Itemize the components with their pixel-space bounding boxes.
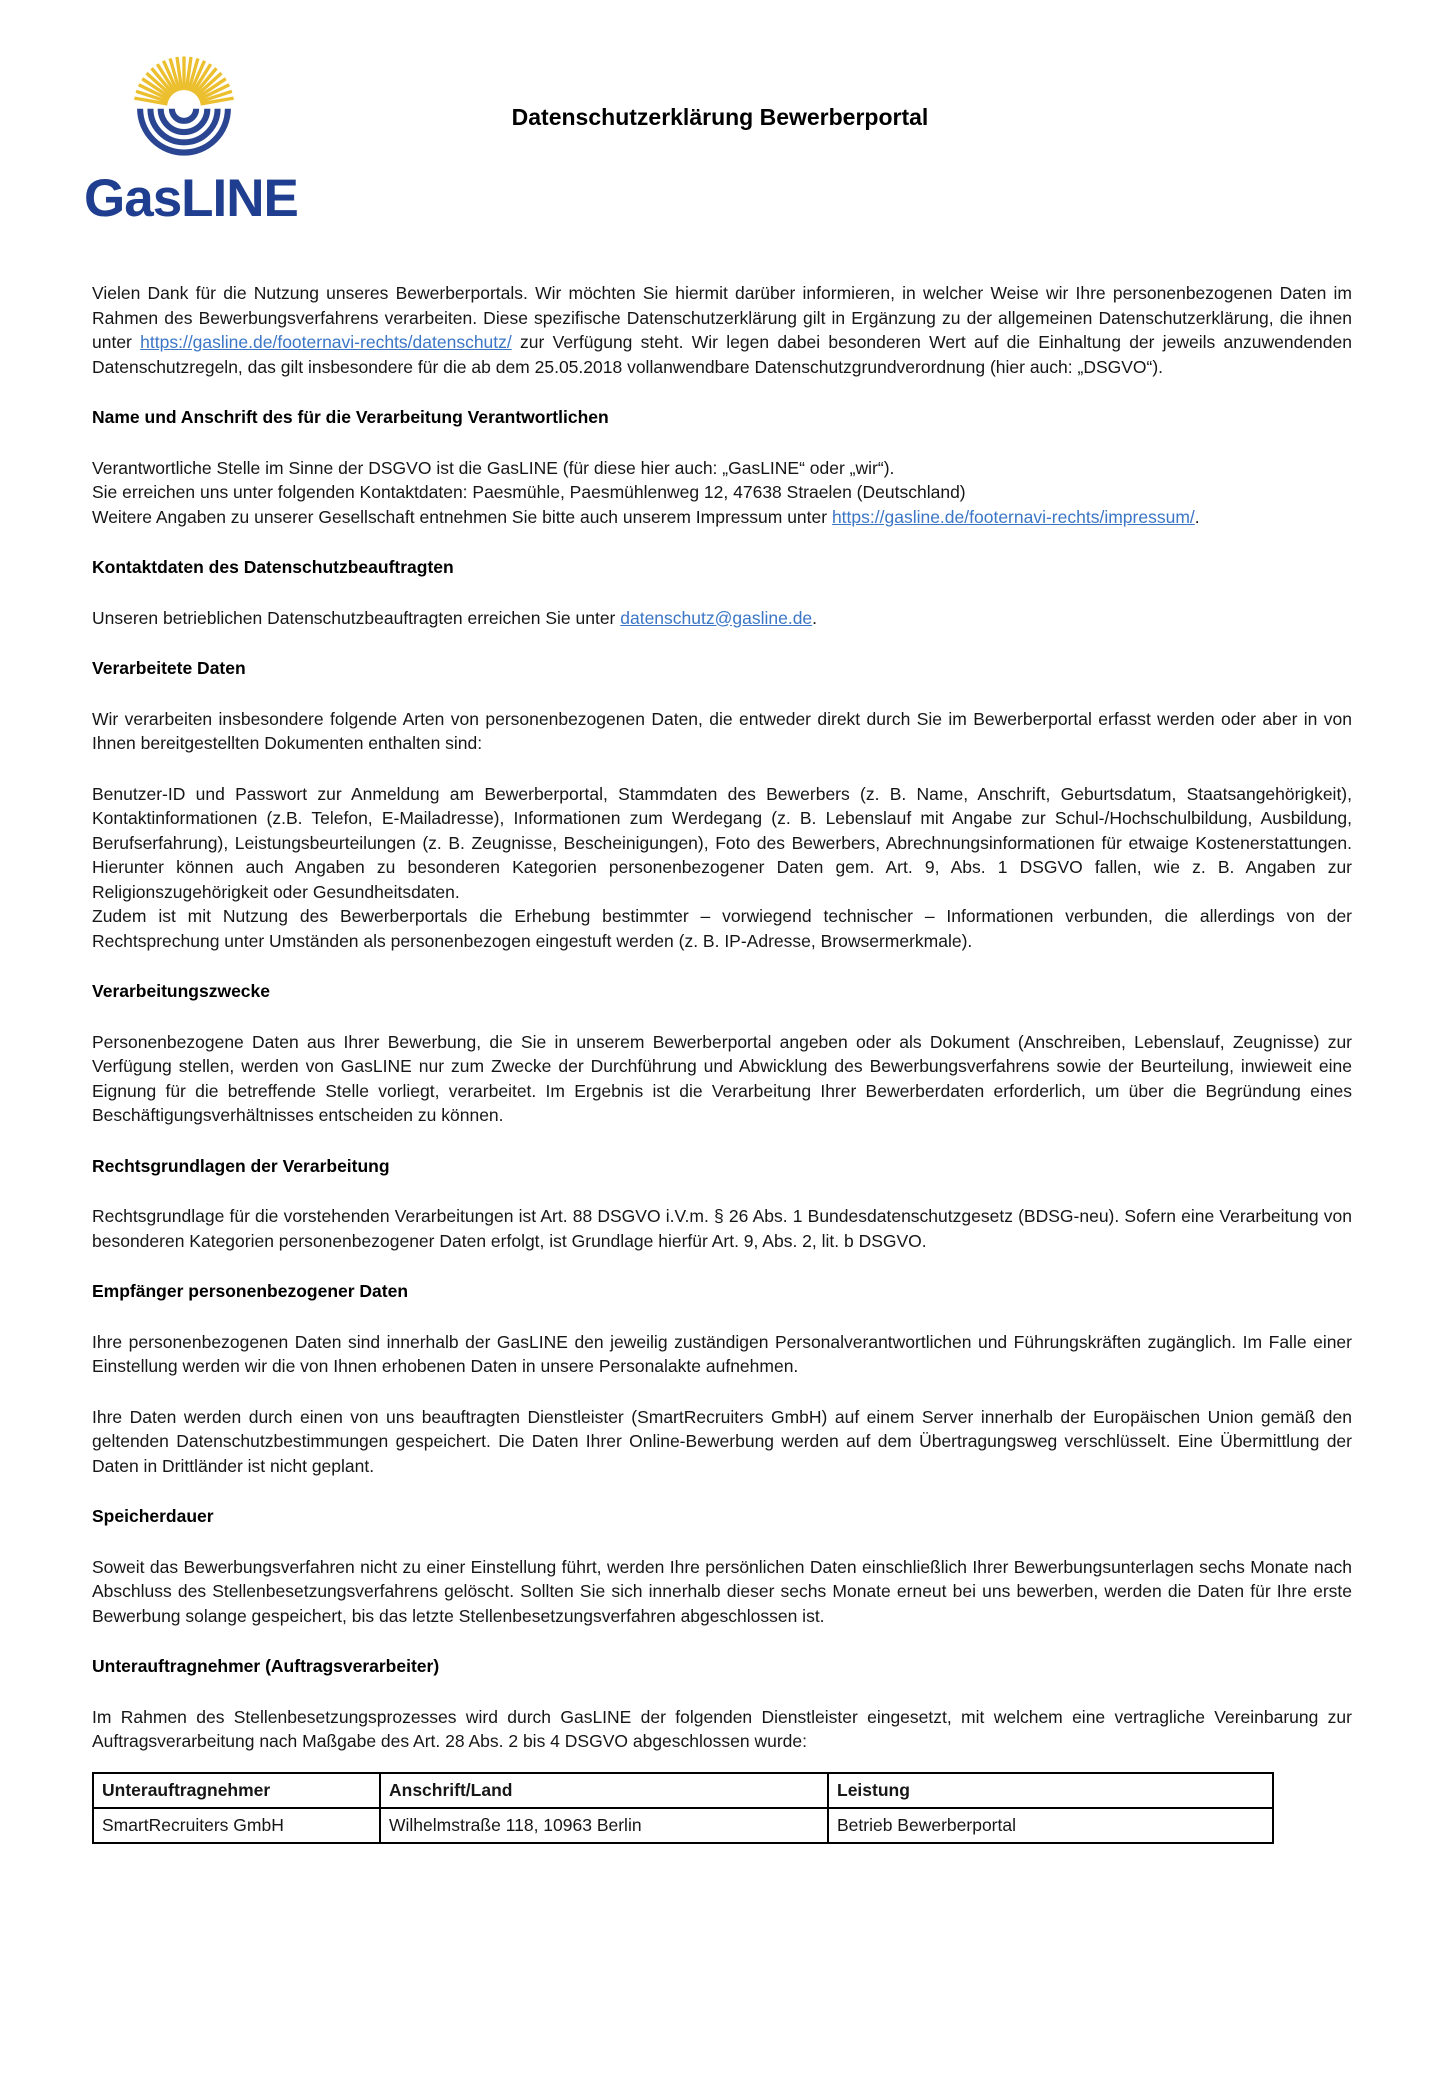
dpo-text-after: . xyxy=(812,607,818,628)
gasline-logo-wordmark: GasLINE xyxy=(84,169,298,228)
responsible-line-1: Verantwortliche Stelle im Sinne der DSGVO ist die GasLINE (für diese hier auch: „GasLINE“ oder „wir“). xyxy=(92,457,895,478)
section-heading-purposes: Verarbeitungszwecke xyxy=(92,981,270,1001)
recipients-paragraph-1: Ihre personenbezogenen Daten sind innerhalb der GasLINE den jeweilig zuständigen Personalverantwortlichen und Führungskräften zugänglich. Im Falle einer Einstellung werden wir die von Ihnen erhobenen Daten in unsere Personalakte aufnehmen. xyxy=(92,1331,1352,1376)
processed-data-technical-text: Zudem ist mit Nutzung des Bewerberportals die Erhebung bestimmter – vorwiegend technischer – Informationen verbunden, die allerdings von der Rechtsprechung unter Umständen als personenbezogen eingestuft werden (z. B. IP-Adresse, Browsermerkmale). xyxy=(92,906,1352,951)
processed-data-paragraph-2 xyxy=(92,782,1352,954)
datenschutz-url-link[interactable]: https://gasline.de/footernavi-rechts/datenschutz/ xyxy=(140,332,512,352)
purposes-paragraph: Personenbezogene Daten aus Ihrer Bewerbung, die Sie in unserem Bewerberportal angeben oder als Dokument (Anschreiben, Lebenslauf, Zeugnisse) zur Verfügung stellen, werden von GasLINE nur zum Zwecke der Durchführung und Abwicklung des Bewerbungsverfahrens sowie der Beurteilung, inwieweit eine Eignung für die betreffende Stelle vorliegt, verarbeitet. Im Ergebnis ist die Verarbeitung Ihrer Bewerberdaten erforderlich, um über die Begründung eines Beschäftigungsverhältnisses entscheiden zu können. xyxy=(92,1031,1352,1125)
section-heading-dpo: Kontaktdaten des Datenschutzbeauftragten xyxy=(92,557,454,577)
responsible-line-3-before: Weitere Angaben zu unserer Gesellschaft entnehmen Sie bitte auch unserem Impressum unter xyxy=(92,506,832,527)
retention-paragraph: Soweit das Bewerbungsverfahren nicht zu einer Einstellung führt, werden Ihre persönlichen Daten einschließlich Ihrer Bewerbungsunterlagen sechs Monate nach Abschluss des Stellenbesetzungsverfahrens gelöscht. Sollten Sie sich innerhalb dieser sechs Monate erneut bei uns bewerben, werden die Daten für Ihre erste Bewerbung solange gespeichert, bis das letzte Stellenbesetzungsverfahren abgeschlossen ist. xyxy=(92,1556,1352,1626)
table-header-row xyxy=(93,1773,1273,1808)
table-cell-service: Betrieb Bewerberportal xyxy=(828,1808,1273,1843)
legal-basis-paragraph: Rechtsgrundlage für die vorstehenden Verarbeitungen ist Art. 88 DSGVO i.V.m. § 26 Abs. 1 Bundesdatenschutzgesetz (BDSG-neu). Sofern eine Verarbeitung von besonderen Kategorien personenbezogener Daten erfolgt, ist Grundlage hierfür Art. 9, Abs. 2, lit. b DSGVO. xyxy=(92,1206,1352,1251)
intro-text-before: Vielen Dank für die Nutzung unseres Bewerberportals. Wir möchten Sie hiermit darüber informieren, in welcher Weise wir Ihre personenbezogenen Daten im Rahmen des Bewerbungsverfahrens verarbeiten. Diese spezifische Datenschutzerklärung gilt in Ergänzung zu der allgemeinen Datenschutzerklärung, die ihnen unter xyxy=(92,283,1352,352)
dpo-text-before: Unseren betrieblichen Datenschutzbeauftragten erreichen Sie unter xyxy=(92,607,621,628)
section-heading-recipients: Empfänger personenbezogener Daten xyxy=(92,1281,409,1301)
table-header-address: Anschrift/Land xyxy=(380,1773,828,1808)
section-heading-responsible: Name und Anschrift des für die Verarbeitung Verantwortlichen xyxy=(92,407,609,427)
subcontractors-table xyxy=(92,1772,1274,1844)
page-title: Datenschutzerklärung Bewerberportal xyxy=(511,104,929,130)
section-heading-legal-basis: Rechtsgrundlagen der Verarbeitung xyxy=(92,1155,390,1176)
recipients-paragraph-2: Ihre Daten werden durch einen von uns beauftragten Dienstleister (SmartRecruiters GmbH) auf einem Server innerhalb der Europäischen Union gemäß den geltenden Datenschutzbestimmungen gespeichert. Die Daten Ihrer Online-Bewerbung werden auf dem Übertragungsweg verschlüsselt. Eine Übermittlung der Daten in Drittländer ist nicht geplant. xyxy=(92,1406,1352,1476)
subcontractors-paragraph: Im Rahmen des Stellenbesetzungsprozesses wird durch GasLINE der folgenden Dienstleister eingesetzt, mit welchem eine vertragliche Vereinbarung zur Auftragsverarbeitung nach Maßgabe des Art. 28 Abs. 2 bis 4 DSGVO abgeschlossen wurde: xyxy=(92,1706,1352,1751)
dpo-email-link[interactable]: datenschutz@gasline.de xyxy=(620,607,813,628)
intro-text-after: zur Verfügung steht. Wir legen dabei besonderen Wert auf die Einhaltung der jeweils anzuwendenden Datenschutzregeln, das gilt insbesondere für die ab dem 25.05.2018 vollanwendbare Datenschutzgrundverordnung (hier auch: „DSGVO“). xyxy=(92,332,1352,377)
table-row xyxy=(93,1808,1273,1843)
table-cell-address: Wilhelmstraße 118, 10963 Berlin xyxy=(380,1808,828,1843)
processed-data-paragraph-1: Wir verarbeiten insbesondere folgende Arten von personenbezogenen Daten, die entweder direkt durch Sie im Bewerberportal erfasst werden oder aber in von Ihnen bereitgestellten Dokumenten enthalten sind: xyxy=(92,708,1352,753)
table-header-subcontractor: Unterauftragnehmer xyxy=(93,1773,380,1808)
dpo-paragraph xyxy=(92,606,1352,631)
impressum-url-link[interactable]: https://gasline.de/footernavi-rechts/impressum/ xyxy=(831,506,1195,527)
responsible-line-3-after: . xyxy=(1194,506,1200,527)
responsible-paragraph xyxy=(92,456,1352,530)
table-cell-subcontractor: SmartRecruiters GmbH xyxy=(93,1808,380,1843)
responsible-line-2: Sie erreichen uns unter folgenden Kontaktdaten: Paesmühle, Paesmühlenweg 12, 47638 Straelen (Deutschland) xyxy=(92,482,966,502)
section-heading-subcontractors: Unterauftragnehmer (Auftragsverarbeiter) xyxy=(92,1656,440,1676)
section-heading-retention: Speicherdauer xyxy=(92,1506,214,1526)
document-body xyxy=(92,281,1352,1844)
intro-paragraph xyxy=(92,281,1352,379)
processed-data-list-text: Benutzer-ID und Passwort zur Anmeldung am Bewerberportal, Stammdaten des Bewerbers (z. B. Name, Anschrift, Geburtsdatum, Staatsangehörigkeit), Kontaktinformationen (z.B. Telefon, E-Mailadresse), Informationen zum Werdegang (z. B. Lebenslauf mit Angabe zur Schul-/Hochschulbildung, Ausbildung, Berufserfahrung), Leistungsbeurteilungen (z. B. Zeugnisse, Bescheinigungen), Foto des Bewerbers, Abrechnungsinformationen für etwaige Kostenerstattungen. Hierunter können auch Angaben zu besonderen Kategorien personenbezogener Daten gem. Art. 9, Abs. 1 DSGVO fallen, wie z. B. Angaben zur Religionszugehörigkeit oder Gesundheitsdaten. xyxy=(92,783,1352,902)
section-heading-processed-data: Verarbeitete Daten xyxy=(92,658,246,678)
table-header-service: Leistung xyxy=(828,1773,1273,1808)
